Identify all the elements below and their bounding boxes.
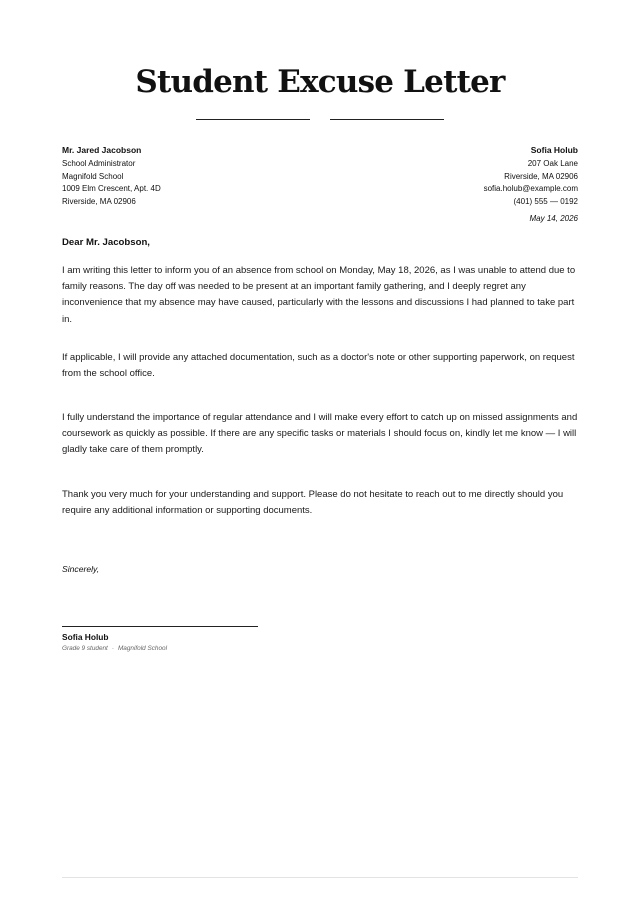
signature-details xyxy=(62,645,167,652)
title-rule-left xyxy=(196,119,310,120)
signature-separator: · xyxy=(111,645,114,652)
signature-grade: Grade 9 student xyxy=(62,645,108,652)
recipient-city: Riverside, MA 02906 xyxy=(62,196,136,206)
recipient-school: Magnifold School xyxy=(62,171,124,181)
sender-name: Sofia Holub xyxy=(530,145,578,155)
recipient-name: Mr. Jared Jacobson xyxy=(62,145,142,155)
recipient-address: 1009 Elm Crescent, Apt. 4D xyxy=(62,184,161,193)
salutation: Dear Mr. Jacobson, xyxy=(62,237,150,248)
signature-school: Magnifold School xyxy=(117,645,168,652)
letter-date: May 14, 2026 xyxy=(529,214,578,223)
footer-divider xyxy=(62,877,578,878)
signature-name: Sofia Holub xyxy=(62,632,109,642)
signature-line xyxy=(62,626,258,627)
sender-city: Riverside, MA 02906 xyxy=(504,171,578,181)
body-paragraph-3: I fully understand the importance of regular attendance and I will make every effort to catch up on missed assignments and coursework as quickly as possible. If there are any specific tasks or materials I should focus on, kindly let me know — I will gladly take care of them promptly. xyxy=(62,412,578,456)
recipient-title: School Administrator xyxy=(62,159,136,168)
recipient-block xyxy=(62,144,161,208)
sender-block xyxy=(484,144,578,208)
body-paragraph-2: If applicable, I will provide any attached documentation, such as a doctor's note or other supporting paperwork, on request from the school office. xyxy=(62,352,575,380)
sender-address: 207 Oak Lane xyxy=(527,159,578,168)
body-paragraph-1: I am writing this letter to inform you of an absence from school on Monday, May 18, 2026, as I was unable to attend due to family reasons. The day off was needed to be present at an important family gathering, and I deeply regret any inconvenience that my absence may have caused, particularly with the lessons and discussions I had planned to take part in. xyxy=(62,265,576,325)
sender-phone: (401) 555 — 0192 xyxy=(513,196,578,206)
title-rule-right xyxy=(330,119,444,120)
body-paragraph-4: Thank you very much for your understanding and support. Please do not hesitate to reach out to me directly should you require any additional information or supporting documents. xyxy=(62,489,564,517)
page-title: Student Excuse Letter xyxy=(135,64,505,100)
sender-email: sofia.holub@example.com xyxy=(483,184,578,193)
closing: Sincerely, xyxy=(62,564,100,574)
